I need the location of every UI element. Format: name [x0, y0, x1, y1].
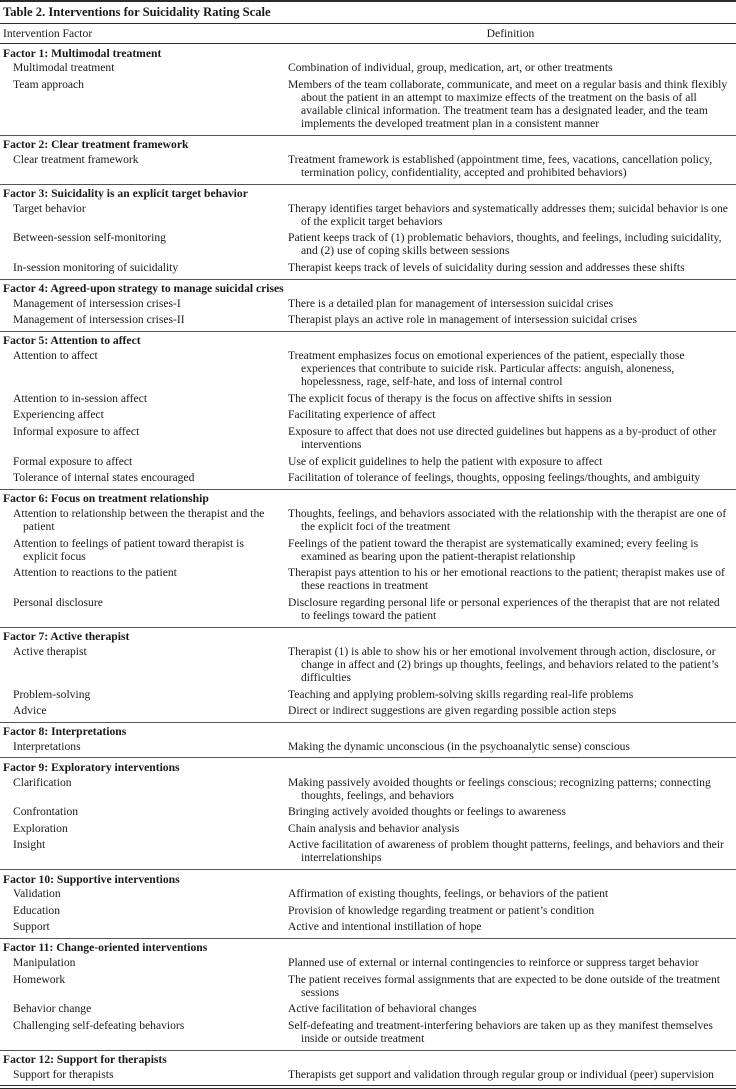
intervention-factor-cell: Education [13, 903, 61, 917]
factor-section [0, 757, 736, 869]
intervention-factor-cell: Behavior change [13, 1002, 92, 1016]
table-title: Table 2. Interventions for Suicidality Rating Scale [0, 2, 736, 24]
definition-cell: Therapy identifies target behaviors and systematically addresses them; suicidal behavior is one of the explicit target behaviors [288, 201, 728, 228]
table-row [0, 295, 736, 312]
factor-heading: Factor 11: Change-oriented interventions [3, 941, 208, 955]
table-row [0, 643, 736, 686]
table-row [0, 820, 736, 837]
definition-cell: Facilitation of tolerance of feelings, thoughts, opposing feelings/thoughts, and ambiguity [288, 471, 701, 485]
definition-cell: The explicit focus of therapy is the focus on affective shifts in session [288, 391, 612, 405]
table-row [0, 390, 736, 407]
factor-heading: Factor 2: Clear treatment framework [3, 138, 189, 152]
definition-cell: Treatment framework is established (appointment time, fees, vacations, cancellation policy, termination policy, confidentiality, accepted and prohibited behaviors) [288, 152, 713, 179]
factor-section [0, 135, 736, 184]
intervention-factor-cell: Attention to reactions to the patient [13, 566, 177, 580]
table-header-row [0, 24, 736, 44]
column-header-definition: Definition [486, 27, 535, 41]
factor-heading: Factor 10: Supportive interventions [3, 872, 180, 886]
factor-heading: Factor 6: Focus on treatment relationship [3, 492, 209, 506]
table-row [0, 230, 736, 260]
table-row [0, 1017, 736, 1047]
definition-cell: Exposure to affect that does not use directed guidelines but happens as a by-product of other interventions [288, 424, 717, 452]
intervention-factor-cell: Clarification [13, 775, 72, 789]
table-bottom-rule [0, 1085, 736, 1089]
intervention-factor-cell: Confrontation [13, 805, 79, 819]
factor-section [0, 279, 736, 331]
factor-section [0, 722, 736, 758]
table-row [0, 703, 736, 720]
definition-cell: Therapist (1) is able to show his or her emotional involvement through action, disclosure, or change in affect and (2) brings up thoughts, feelings, and behaviors related to the patient’s difficulties [288, 644, 719, 684]
table-row [0, 565, 736, 595]
definition-cell: Combination of individual, group, medication, art, or other treatments [288, 61, 613, 75]
intervention-factor-cell: Tolerance of internal states encouraged [13, 471, 195, 485]
definition-cell: Active facilitation of behavioral changes [288, 1002, 477, 1016]
intervention-factor-cell: Formal exposure to affect [13, 454, 133, 468]
definition-cell: Active facilitation of awareness of problem thought patterns, feelings, and behaviors and their interrelationships [288, 838, 724, 865]
table-row [0, 955, 736, 972]
table-row [0, 1001, 736, 1018]
definition-cell: Therapist keeps track of levels of suicidality during session and addresses these shifts [288, 261, 685, 274]
table-row [0, 505, 736, 535]
definition-cell: Feelings of the patient toward the therapist are systematically examined; every feeling is examined as bearing upon the patient-therapist relationship [288, 536, 699, 563]
factor-heading: Factor 12: Support for therapists [3, 1053, 167, 1067]
intervention-factor-cell: Target behavior [13, 201, 86, 215]
factor-section [0, 44, 736, 135]
intervention-factor-cell: Attention to affect [13, 348, 98, 362]
definition-cell: Teaching and applying problem-solving skills regarding real-life problems [288, 687, 634, 701]
definition-cell: Active and intentional instillation of hope [288, 920, 482, 934]
definition-cell: Therapist plays an active role in management of intersession suicidal crises [288, 313, 637, 327]
definition-cell: Use of explicit guidelines to help the patient with exposure to affect [288, 454, 603, 468]
definition-cell: Treatment emphasizes focus on emotional experiences of the patient, especially those experiences that contribute to suicide risk. Particular affects: anguish, aloneness, hopelessness, rage, self-hate, and loss of internal control [288, 348, 685, 389]
table-row [0, 971, 736, 1001]
column-header-intervention-factor: Intervention Factor [3, 27, 93, 41]
table-row [0, 60, 736, 77]
intervention-factor-cell: Team approach [13, 77, 84, 91]
table-row [0, 312, 736, 329]
table-row [0, 423, 736, 453]
intervention-factor-cell: Attention to feelings of patient toward therapist is explicit focus [13, 536, 244, 563]
intervention-factor-cell: Support [13, 920, 50, 934]
table-row [0, 347, 736, 390]
table-row [0, 1066, 736, 1083]
definition-cell: Members of the team collaborate, communicate, and meet on a regular basis and think flexibly about the patient in an attempt to maximize effects of the treatment on the basis of all available clinical information. The treatment team has a designated leader, and the team implements the developed treatment plan in a consistent manner [288, 77, 728, 131]
definition-cell: Affirmation of existing thoughts, feelings, or behaviors of the patient [288, 887, 609, 901]
factor-section [0, 331, 736, 489]
table-row [0, 738, 736, 755]
factor-heading: Factor 7: Active therapist [3, 630, 130, 644]
definition-cell: Bringing actively avoided thoughts or feelings to awareness [288, 805, 566, 819]
table-row [0, 200, 736, 230]
definition-cell: Making the dynamic unconscious (in the psychoanalytic sense) conscious [288, 739, 630, 753]
factor-section [0, 938, 736, 1050]
factor-heading: Factor 5: Attention to affect [3, 334, 141, 348]
table-row [0, 535, 736, 565]
factor-heading: Factor 4: Agreed-upon strategy to manage suicidal crises [3, 282, 284, 296]
definition-cell: Patient keeps track of (1) problematic behaviors, thoughts, and feelings, including suicidality, and (2) use of coping skills between sessions [288, 231, 722, 258]
table-row [0, 686, 736, 703]
factor-section [0, 627, 736, 722]
definition-cell: Self-defeating and treatment-interfering behaviors are taken up as they manifest themselves inside or outside treatment [288, 1018, 713, 1045]
factor-heading: Factor 3: Suicidality is an explicit target behavior [3, 187, 248, 201]
intervention-factor-cell: Between-session self-monitoring [13, 231, 166, 245]
intervention-factor-cell: Management of intersession crises-II [13, 313, 185, 327]
table-row [0, 453, 736, 470]
intervention-factor-cell: Validation [13, 887, 61, 901]
factor-section [0, 184, 736, 279]
intervention-factor-cell: Attention to in-session affect [13, 391, 148, 405]
table-row [0, 837, 736, 867]
table-row [0, 886, 736, 903]
intervention-factor-cell: Interpretations [13, 739, 81, 753]
definition-cell: Therapist pays attention to his or her emotional reactions to the patient; therapist makes use of these reactions in treatment [288, 566, 725, 593]
intervention-factor-cell: Problem-solving [13, 687, 91, 701]
intervention-factor-cell: Personal disclosure [13, 595, 103, 609]
definition-cell: Therapists get support and validation through regular group or individual (peer) supervision [288, 1067, 714, 1081]
intervention-factor-cell: Insight [13, 838, 46, 852]
table-row [0, 470, 736, 487]
table-row [0, 804, 736, 821]
intervention-factor-cell: Active therapist [13, 644, 87, 658]
definition-cell: The patient receives formal assignments that are expected to be done outside of the treatment sessions [288, 972, 721, 999]
intervention-factor-cell: Multimodal treatment [13, 61, 115, 75]
table-row [0, 594, 736, 624]
intervention-factor-cell: Informal exposure to affect [13, 424, 140, 438]
table-row [0, 407, 736, 424]
intervention-factor-cell: Exploration [13, 821, 68, 835]
intervention-factor-cell: Clear treatment framework [13, 152, 139, 166]
intervention-factor-cell: Advice [13, 704, 47, 718]
table-row [0, 919, 736, 936]
intervention-factor-cell: Challenging self-defeating behaviors [13, 1018, 185, 1032]
definition-cell: Making passively avoided thoughts or feelings conscious; recognizing patterns; connecting thoughts, feelings, and behaviors [288, 775, 711, 802]
factor-section [0, 489, 736, 627]
definition-cell: There is a detailed plan for management of intersession suicidal crises [288, 296, 614, 310]
intervention-factor-cell: Homework [13, 972, 66, 986]
intervention-factor-cell: In-session monitoring of suicidality [13, 261, 179, 274]
intervention-factor-cell: Management of intersession crises-I [13, 296, 181, 310]
definition-cell: Chain analysis and behavior analysis [288, 821, 460, 835]
table-row [0, 260, 736, 277]
intervention-factor-cell: Manipulation [13, 956, 76, 970]
table-body [0, 44, 736, 1085]
table-row [0, 902, 736, 919]
factor-heading: Factor 1: Multimodal treatment [3, 46, 162, 60]
table-row [0, 774, 736, 804]
definition-cell: Facilitating experience of affect [288, 408, 436, 422]
factor-section [0, 1050, 736, 1086]
intervention-factor-cell: Attention to relationship between the therapist and the patient [13, 506, 265, 533]
table-row [0, 151, 736, 181]
intervention-factor-cell: Experiencing affect [13, 408, 104, 422]
factor-heading: Factor 9: Exploratory interventions [3, 760, 180, 774]
definition-cell: Planned use of external or internal contingencies to reinforce or suppress target behavior [288, 956, 699, 970]
factor-section [0, 869, 736, 938]
definition-cell: Provision of knowledge regarding treatment or patient’s condition [288, 903, 595, 917]
definition-cell: Thoughts, feelings, and behaviors associated with the relationship with the therapist are one of the explicit foci of the treatment [288, 506, 727, 533]
factor-heading: Factor 8: Interpretations [3, 725, 127, 739]
table-row [0, 76, 736, 132]
intervention-factor-cell: Support for therapists [13, 1067, 114, 1081]
definition-cell: Disclosure regarding personal life or personal experiences of the therapist that are not related to feelings toward the patient [288, 595, 720, 623]
definition-cell: Direct or indirect suggestions are given regarding possible action steps [288, 704, 617, 718]
